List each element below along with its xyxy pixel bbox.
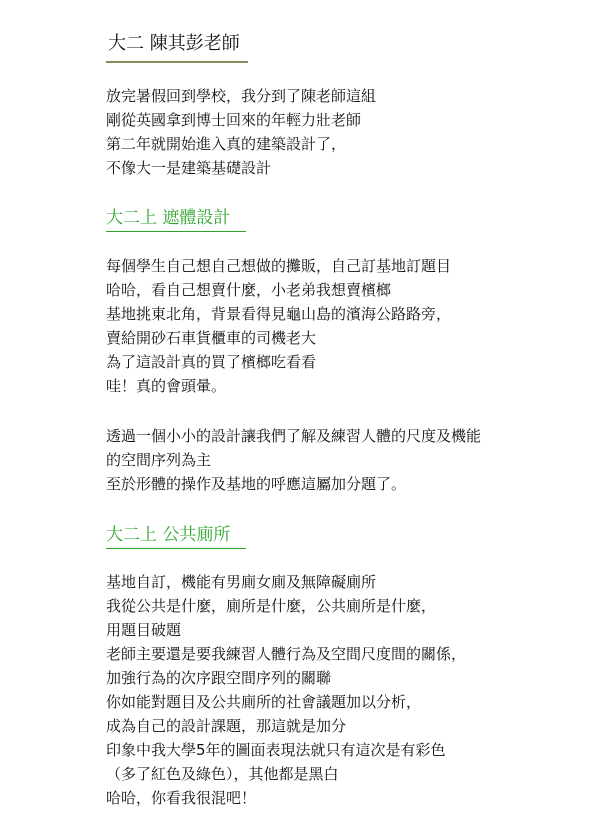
- section1-line: 透過一個小小的設計讓我們了解及練習人體的尺度及機能: [106, 427, 482, 445]
- section1-paragraph-2: [106, 424, 481, 496]
- section2-heading-underline: [106, 548, 246, 549]
- section1-line: 哈哈，看自己想賣什麼，小老弟我想賣檳榔: [106, 281, 392, 299]
- section2-line: 基地自訂，機能有男廁女廁及無障礙廁所: [106, 573, 377, 591]
- section2-line: 你如能對題目及公共廁所的社會議題加以分析，: [106, 693, 422, 711]
- section1-line: 賣給開砂石車貨櫃車的司機老大: [106, 329, 317, 347]
- section2-line: 老師主要還是要我練習人體行為及空間尺度間的關係，: [106, 645, 467, 663]
- section1-heading-underline: [106, 231, 246, 232]
- section2-line: 加強行為的次序跟空間序列的關聯: [106, 669, 332, 687]
- section2-line: 成為自己的設計課題，那這就是加分: [106, 717, 347, 735]
- section1-line: 每個學生自己想自己想做的攤販，自己訂基地訂題目: [106, 257, 452, 275]
- section1-line: 為了這設計真的買了檳榔吃看看: [106, 353, 317, 371]
- intro-line: 放完暑假回到學校，我分到了陳老師這組: [106, 87, 377, 105]
- section1-heading: 大二上 遮體設計: [106, 208, 231, 228]
- section2-line: （多了紅色及綠色），其他都是黑白: [106, 765, 339, 783]
- section2-heading: 大二上 公共廁所: [106, 525, 231, 545]
- section2-line: 印象中我大學5年的圖面表現法就只有這次是有彩色: [106, 741, 446, 759]
- section1-line: 基地挑東北角，背景看得見龜山島的濱海公路路旁，: [106, 305, 452, 323]
- section1-line: 哇！真的會頭暈。: [106, 377, 227, 395]
- intro-line: 第二年就開始進入真的建築設計了，: [106, 135, 347, 153]
- section2-line: 哈哈，你看我很混吧！: [106, 789, 257, 807]
- page-title: 大二 陳其彭老師: [108, 33, 240, 54]
- title-underline: [106, 61, 248, 63]
- intro-line: 剛從英國拿到博士回來的年輕力壯老師: [106, 111, 362, 129]
- section1-line: 的空間序列為主: [106, 451, 212, 469]
- section2-line: 我從公共是什麼，廁所是什麼，公共廁所是什麼，: [106, 597, 437, 615]
- section1-paragraph-1: [106, 254, 451, 398]
- intro-line: 不像大一是建築基礎設計: [106, 159, 272, 177]
- section1-line: 至於形體的操作及基地的呼應這屬加分題了。: [106, 475, 407, 493]
- intro-paragraph: [106, 84, 376, 180]
- section2-line: 用題目破題: [106, 621, 182, 639]
- section2-paragraph: [106, 570, 466, 810]
